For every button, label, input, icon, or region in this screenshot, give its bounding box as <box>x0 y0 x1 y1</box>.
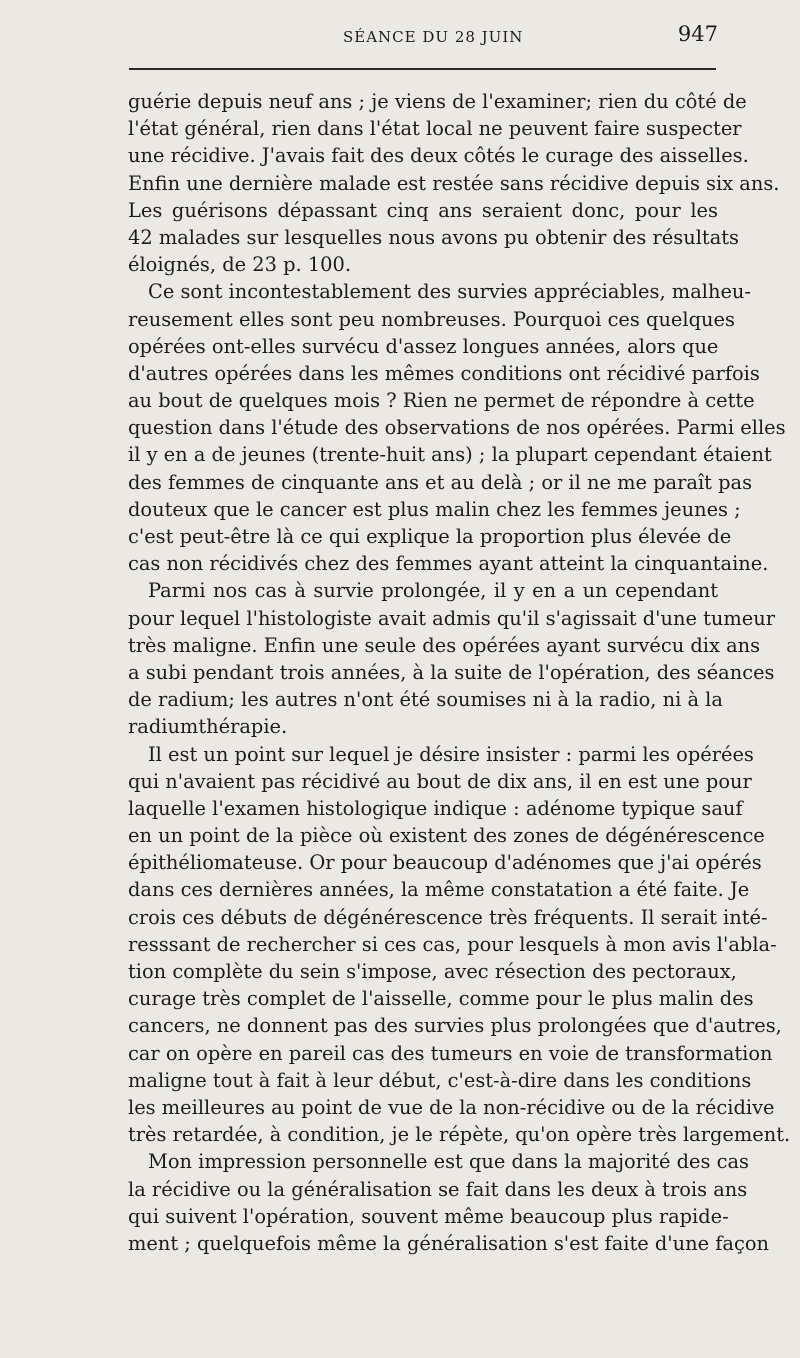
text-line: car on opère en pareil cas des tumeurs en voie de transformation <box>128 1041 773 1065</box>
text-line: des femmes de cinquante ans et au delà ; or il ne me paraît pas <box>128 470 753 494</box>
text-line: très retardée, à condition, je le répète, qu'on opère très largement. <box>128 1123 791 1147</box>
text-line: ment ; quelquefois même la généralisation s'est faite d'une façon <box>128 1231 770 1255</box>
paragraph <box>128 1148 770 1257</box>
text-line: de radium; les autres n'ont été soumises ni à la radio, ni à la <box>128 688 723 712</box>
text-line: tion complète du sein s'impose, avec résection des pectoraux, <box>128 960 737 983</box>
text-line: radiumthérapie. <box>128 715 288 739</box>
paragraph <box>128 741 791 1149</box>
text-line: Mon impression personnelle est que dans la majorité des cas <box>148 1150 749 1174</box>
text-line: pour lequel l'histologiste avait admis qu'il s'agissait d'une tumeur <box>128 606 775 630</box>
text-line: douteux que le cancer est plus malin chez les femmes jeunes ; <box>128 497 741 521</box>
body-text <box>128 88 791 1257</box>
text-line: très maligne. Enfin une seule des opérées ayant survécu dix ans <box>128 633 761 657</box>
text-line: Il est un point sur lequel je désire insister : parmi les opérées <box>148 742 754 766</box>
text-line: opérées ont-elles survécu d'assez longues années, alors que <box>128 334 719 358</box>
text-line: épithéliomateuse. Or pour beaucoup d'adénomes que j'ai opérés <box>128 851 762 875</box>
text-line: Enfin une dernière malade est restée sans récidive depuis six ans. <box>128 171 780 195</box>
text-line: a subi pendant trois années, à la suite de l'opération, des séances <box>128 660 775 684</box>
text-line: guérie depuis neuf ans ; je viens de l'examiner; rien du côté de <box>128 90 747 113</box>
text-line: crois ces débuts de dégénérescence très fréquents. Il serait inté- <box>128 905 768 929</box>
text-line: cancers, ne donnent pas des survies plus prolongées que d'autres, <box>128 1014 782 1038</box>
paragraph <box>128 88 780 278</box>
text-line: maligne tout à fait à leur début, c'est-à-dire dans les conditions <box>128 1068 752 1092</box>
text-line: Ce sont incontestablement des survies appréciables, malheu- <box>148 280 751 304</box>
running-title: SÉANCE DU 28 JUIN <box>343 28 524 46</box>
page-header <box>128 22 718 52</box>
paragraph <box>128 577 775 740</box>
text-line: l'état général, rien dans l'état local ne peuvent faire suspecter <box>128 117 742 141</box>
text-line: éloignés, de 23 p. 100. <box>128 253 352 277</box>
text-line: c'est peut-être là ce qui explique la proportion plus élevée de <box>128 525 732 548</box>
text-line: resssant de rechercher si ces cas, pour lesquels à mon avis l'abla- <box>128 932 777 956</box>
text-line: dans ces dernières années, la même constatation a été faite. Je <box>128 878 750 902</box>
text-line: qui suivent l'opération, souvent même beaucoup plus rapide- <box>128 1204 729 1228</box>
text-line: Parmi nos cas à survie prolongée, il y en a un cependant <box>148 579 718 603</box>
text-line: d'autres opérées dans les mêmes conditions ont récidivé parfois <box>128 361 760 385</box>
text-line: une récidive. J'avais fait des deux côtés le curage des aisselles. <box>128 144 749 168</box>
text-line: qui n'avaient pas récidivé au bout de dix ans, il en est une pour <box>128 769 752 793</box>
text-line: reusement elles sont peu nombreuses. Pourquoi ces quelques <box>128 307 735 331</box>
page-number: 947 <box>677 22 718 46</box>
text-line: la récidive ou la généralisation se fait dans les deux à trois ans <box>128 1177 748 1201</box>
text-line: les meilleures au point de vue de la non-récidive ou de la récidive <box>128 1095 775 1119</box>
text-line: cas non récidivés chez des femmes ayant atteint la cinquantaine. <box>128 552 769 576</box>
text-line: curage très complet de l'aisselle, comme pour le plus malin des <box>128 987 754 1011</box>
text-line: Les guérisons dépassant cinq ans seraient donc, pour les <box>128 198 718 222</box>
header-rule <box>129 68 716 70</box>
paragraph <box>128 278 786 577</box>
text-line: laquelle l'examen histologique indique : adénome typique sauf <box>128 796 743 820</box>
text-line: 42 malades sur lesquelles nous avons pu obtenir des résultats <box>128 225 740 249</box>
text-line: question dans l'étude des observations de nos opérées. Parmi elles <box>128 416 786 440</box>
text-line: il y en a de jeunes (trente-huit ans) ; la plupart cependant étaient <box>128 443 772 467</box>
text-line: en un point de la pièce où existent des zones de dégénérescence <box>128 824 765 848</box>
text-line: au bout de quelques mois ? Rien ne permet de répondre à cette <box>128 389 755 413</box>
